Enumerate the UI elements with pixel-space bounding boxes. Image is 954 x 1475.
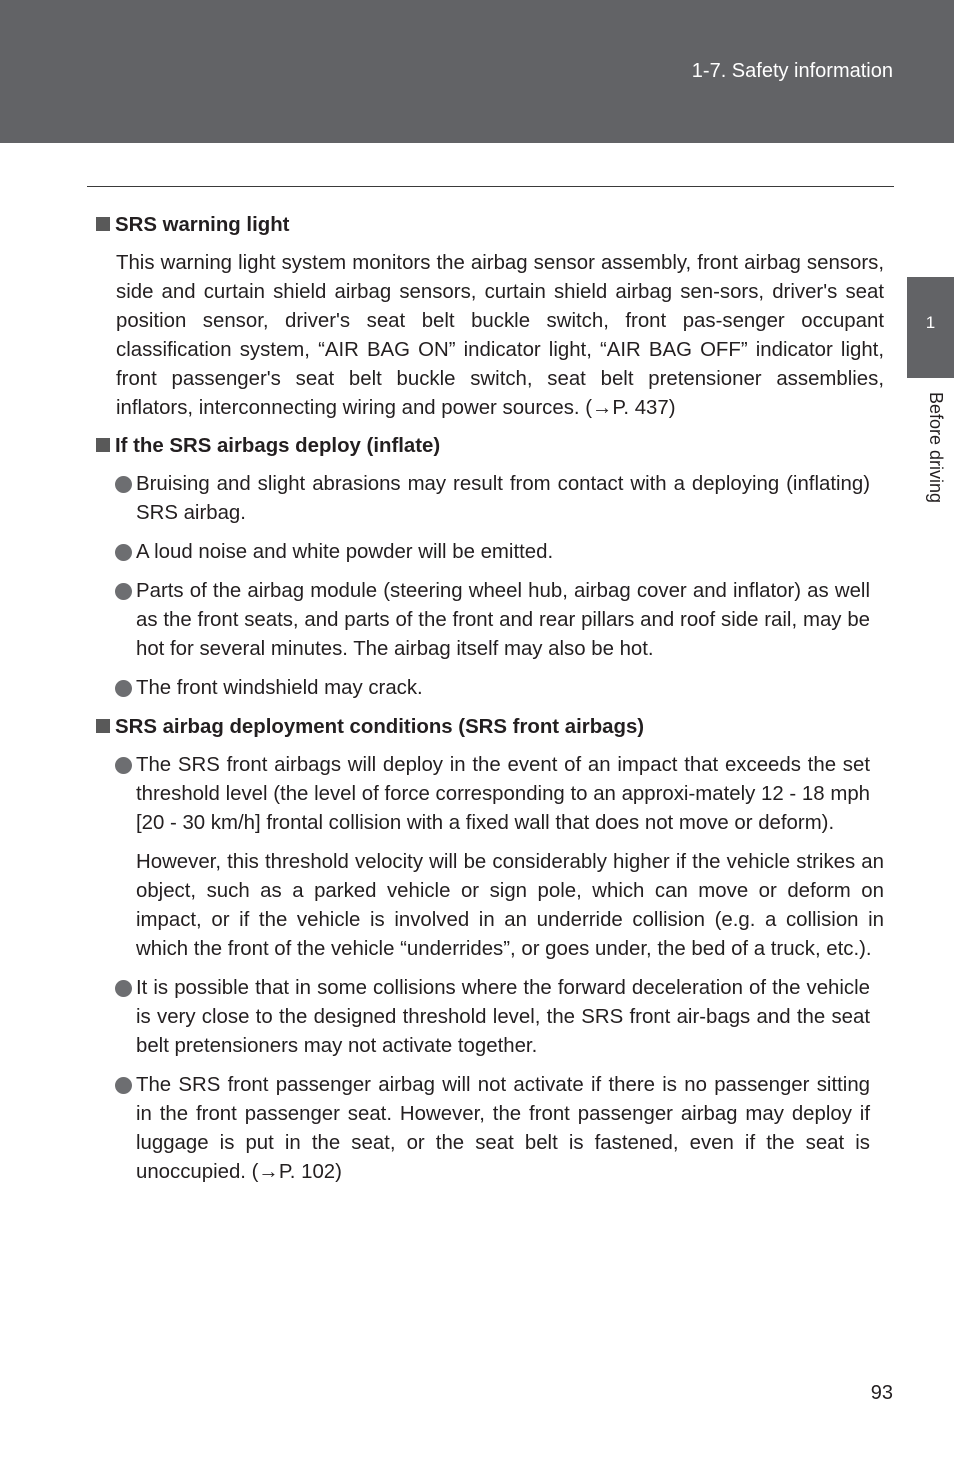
- circle-bullet-icon: [115, 1077, 132, 1094]
- section-heading-text: SRS airbag deployment conditions (SRS front airbags): [115, 716, 645, 738]
- circle-bullet-icon: [115, 980, 132, 997]
- list-item-continuation: However, this threshold velocity will be considerably higher if the vehicle strikes an object, such as a parked vehicle or sign pole, which can move or deform on impact, or if the vehicle is involved in an underride collision (e.g. a collision in which the front of the vehicle “underrides”, or goes under, the bed of a truck, etc.).: [136, 851, 884, 960]
- section-heading: [96, 713, 884, 742]
- square-bullet-icon: [96, 217, 110, 231]
- square-bullet-icon: [96, 719, 110, 733]
- list-item: [136, 538, 870, 567]
- section-heading-text: If the SRS airbags deploy (inflate): [115, 435, 441, 457]
- circle-bullet-icon: [115, 680, 132, 697]
- list-item-text: The SRS front passenger airbag will not activate if there is no passenger sitting in the front passenger seat. However, the front passenger airbag may deploy if luggage is put in the seat, or the seat belt is fastened, even if the seat is unoccupied. (→P. 102): [136, 1074, 870, 1183]
- circle-bullet-icon: [115, 757, 132, 774]
- header-rule: [87, 186, 894, 187]
- list-item-text: Bruising and slight abrasions may result from contact with a deploying (inflating) SRS airbag.: [136, 473, 870, 524]
- chapter-tab: [907, 277, 954, 378]
- header-band: [0, 0, 954, 143]
- list-item-text: The SRS front airbags will deploy in the event of an impact that exceeds the set threshold level (the level of force corresponding to an approxi-mately 12 - 18 mph [20 - 30 km/h] frontal collision with a fixed wall that does not move or deform).: [136, 754, 870, 834]
- list-item: [136, 974, 870, 1061]
- list-item: [136, 674, 870, 703]
- list-item: [136, 577, 870, 664]
- list-item-text: Parts of the airbag module (steering wheel hub, airbag cover and inflator) as well as the front seats, and parts of the front and rear pillars and roof side rail, may be hot for several minutes. The airbag itself may also be hot.: [136, 580, 870, 660]
- section-heading-text: SRS warning light: [115, 214, 290, 236]
- list-item-text: The front windshield may crack.: [136, 677, 423, 699]
- circle-bullet-icon: [115, 583, 132, 600]
- list-item: [136, 470, 870, 528]
- square-bullet-icon: [96, 438, 110, 452]
- list-item-text: It is possible that in some collisions where the forward deceleration of the vehicle is very close to the designed threshold level, the SRS front air-bags and the seat belt pretensioners may not activate together.: [136, 977, 870, 1057]
- section-title: 1-7. Safety information: [691, 60, 893, 82]
- list-item: [136, 751, 870, 838]
- circle-bullet-icon: [115, 544, 132, 561]
- page-number: 93: [870, 1382, 893, 1404]
- section-heading: [96, 432, 884, 461]
- list-item-text: A loud noise and white powder will be emitted.: [136, 541, 554, 563]
- chapter-label: Before driving: [926, 392, 946, 504]
- list-item: [136, 1071, 870, 1187]
- circle-bullet-icon: [115, 476, 132, 493]
- section-paragraph: This warning light system monitors the airbag sensor assembly, front airbag sensors, side and curtain shield airbag sensors, curtain shield airbag sen-sors, driver's seat position sensor, driver's seat belt buckle switch, front pas-senger occupant classification system, “AIR BAG ON” indicator light, “AIR BAG OFF” indicator light, front passenger's seat belt buckle switch, seat belt pretensioner assemblies, inflators, interconnecting wiring and power sources. (→P. 437): [116, 252, 884, 419]
- section-heading: [96, 211, 884, 240]
- chapter-number: 1: [925, 313, 936, 332]
- page-content: [96, 211, 884, 1197]
